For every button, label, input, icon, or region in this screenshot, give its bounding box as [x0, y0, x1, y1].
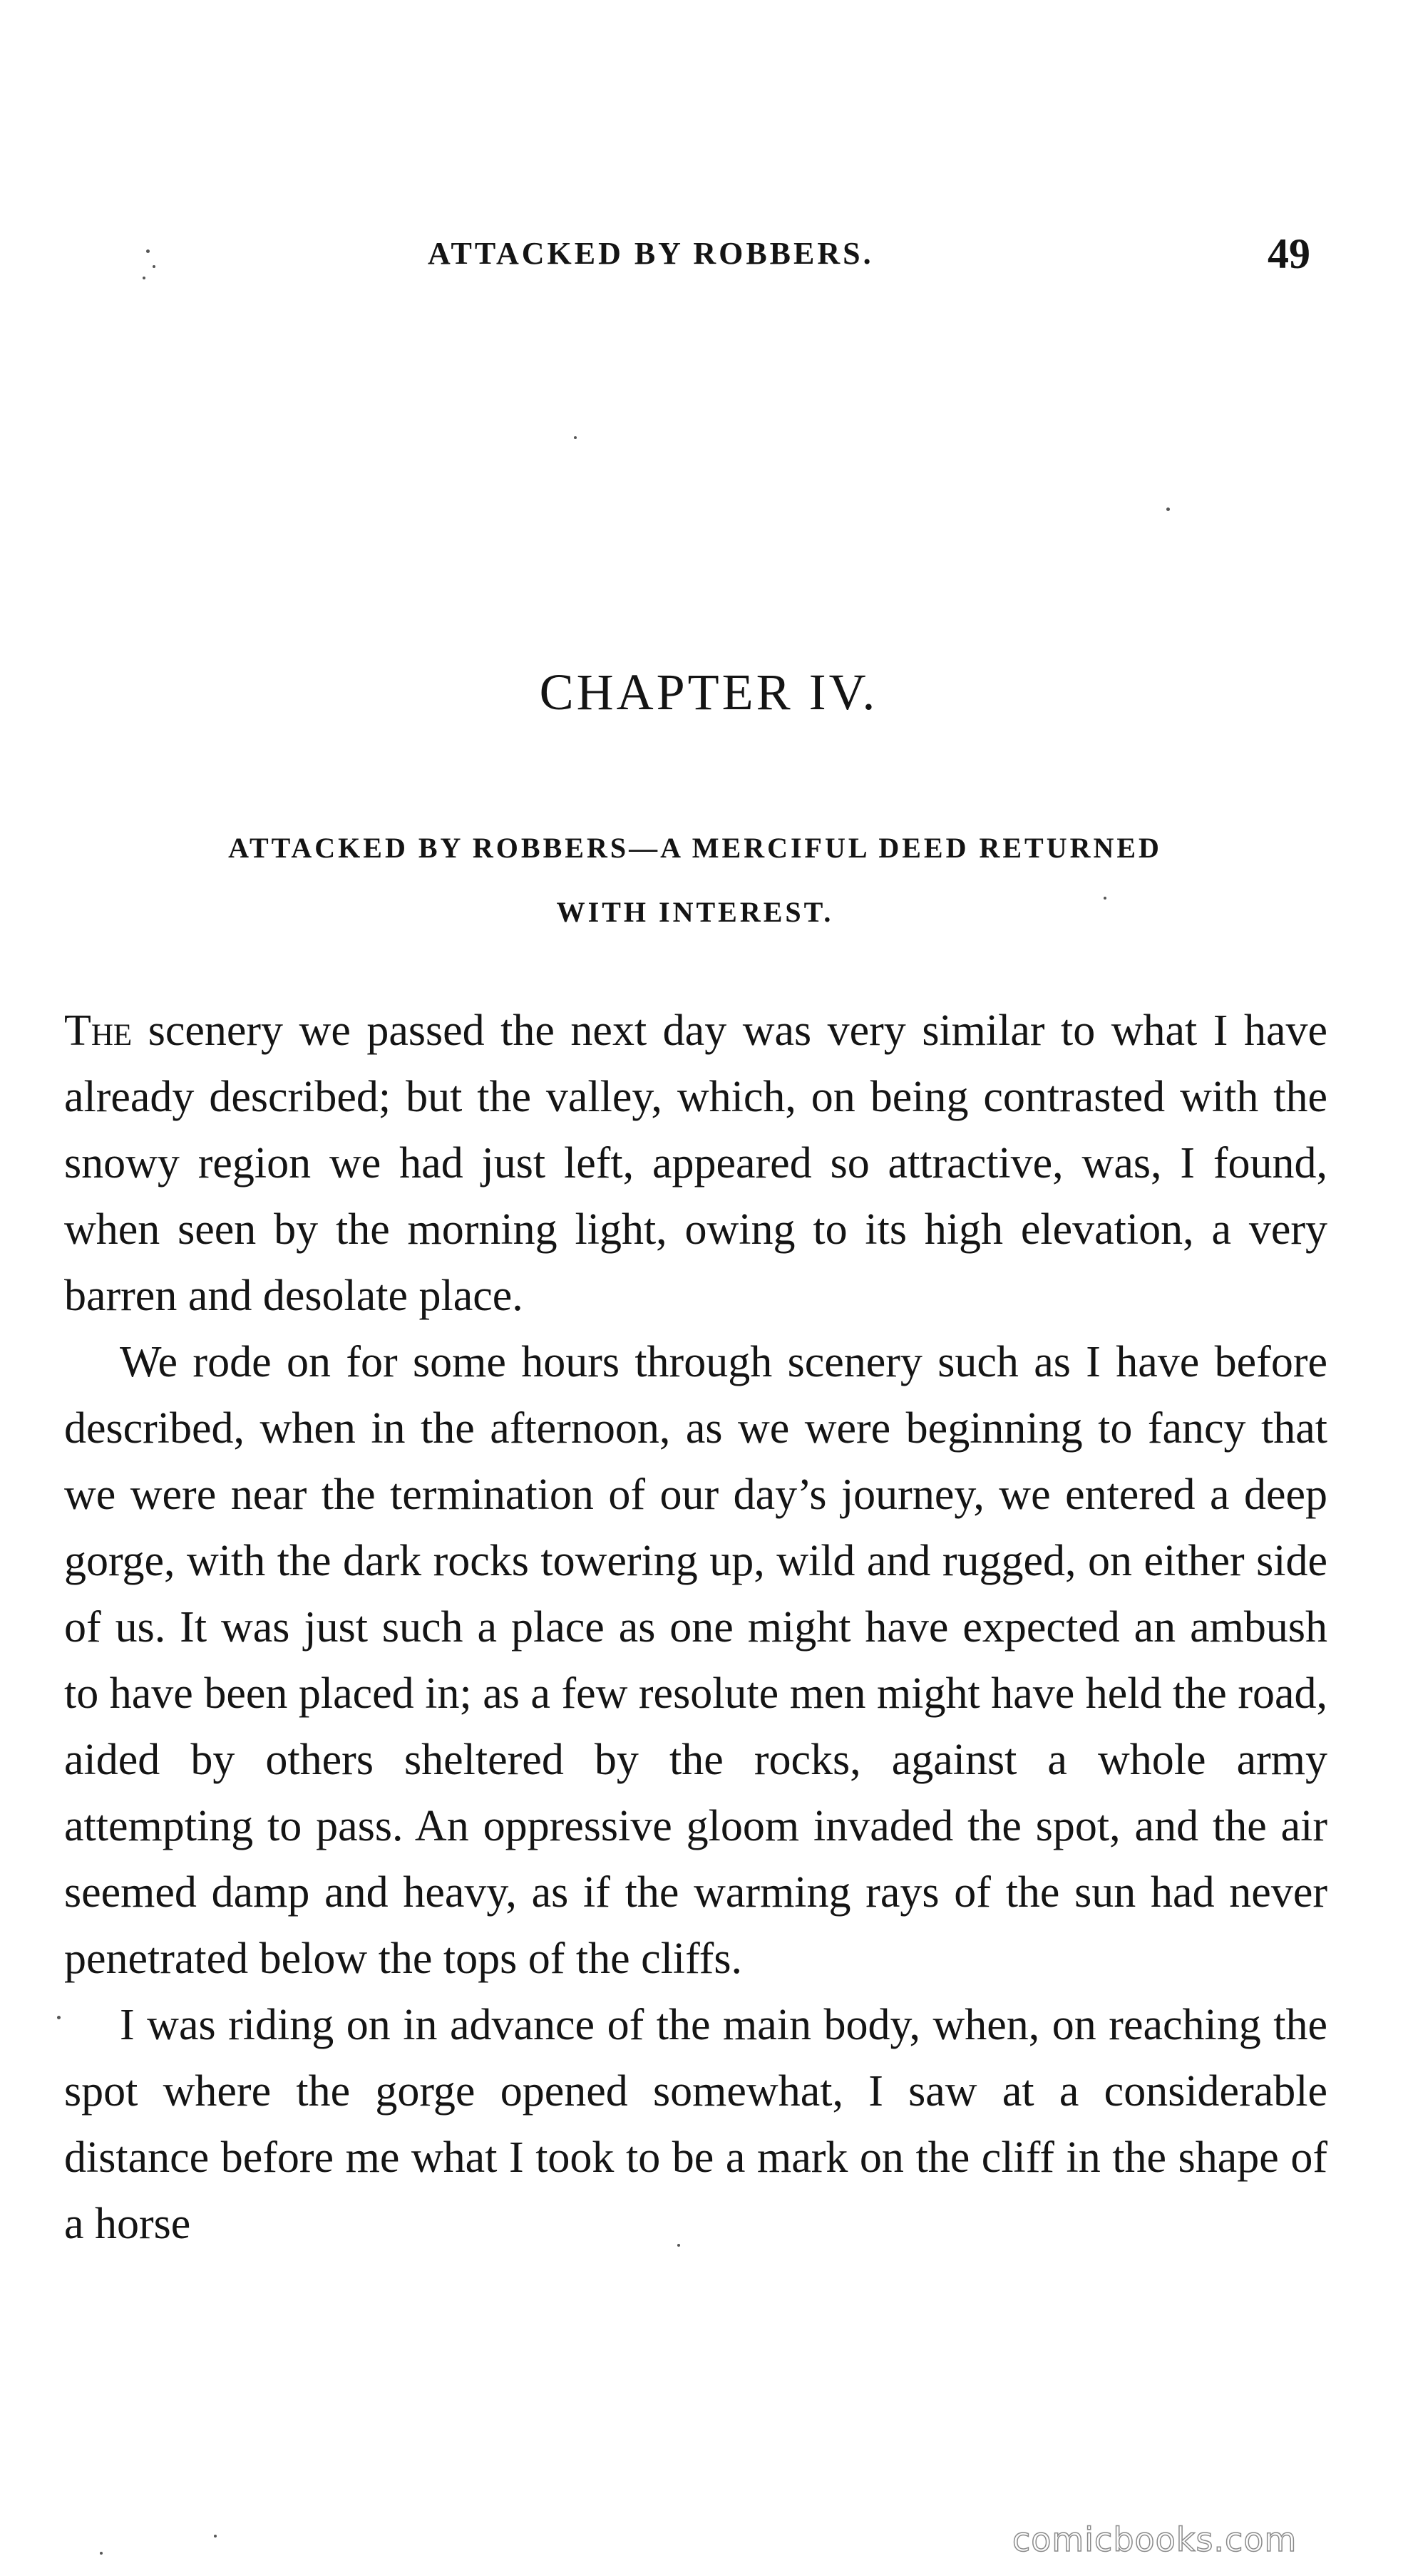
chapter-subtitle: [64, 816, 1326, 944]
speck: [214, 2535, 217, 2538]
paragraph-1: [64, 998, 1327, 1329]
speck: [57, 2016, 61, 2019]
paragraph-3: I was riding on in advance of the main body, when, on reaching the spot where the gorge opened somewhat, I saw at a considerable distance before me what I took to be a mark on the cliff in the shape of a horse: [64, 2001, 1327, 2248]
speck: [574, 436, 577, 439]
chapter-subtitle-line-1: ATTACKED BY ROBBERS—A MERCIFUL DEED RETURNED: [228, 832, 1162, 864]
speck: [1166, 508, 1170, 511]
speck: [677, 2244, 680, 2247]
speck: [153, 265, 155, 268]
paragraph-lead-word: The: [64, 1006, 133, 1055]
body-text: [64, 998, 1327, 2257]
paragraph-1-text: scenery we passed the next day was very similar to what I have already described; but the valley, which, on being contrasted with the snowy region we had just left, appeared so attractive, was, I found, when seen by the morning light, owing to its high elevation, a very barren and desolate place.: [64, 1006, 1327, 1320]
chapter-title: CHAPTER IV.: [539, 664, 878, 721]
speck: [143, 277, 145, 279]
speck: [146, 249, 150, 253]
speck: [100, 2552, 103, 2555]
running-head: [0, 230, 1403, 287]
speck: [1104, 897, 1106, 900]
paragraph-2: We rode on for some hours through scenery such as I have before described, when in the afternoon, as we were beginning to fancy that we were near the termination of our day’s journey, we entered a deep gorge, with the dark rocks towering up, wild and rugged, on either side of us. It was just such a place as one might have expected an ambush to have been placed in; as a few resolute men might have held the road, aided by others sheltered by the rocks, against a whole army attempting to pass. An oppressive gloom invaded the spot, and the air seemed damp and heavy, as if the warming rays of the sun had never penetrated below the tops of the cliffs.: [64, 1338, 1327, 1983]
watermark-logo: comicbooks.com: [1012, 2520, 1297, 2559]
page-number: 49: [1268, 230, 1310, 277]
running-head-title: ATTACKED BY ROBBERS.: [428, 236, 874, 271]
chapter-subtitle-line-2: WITH INTEREST.: [556, 896, 834, 928]
